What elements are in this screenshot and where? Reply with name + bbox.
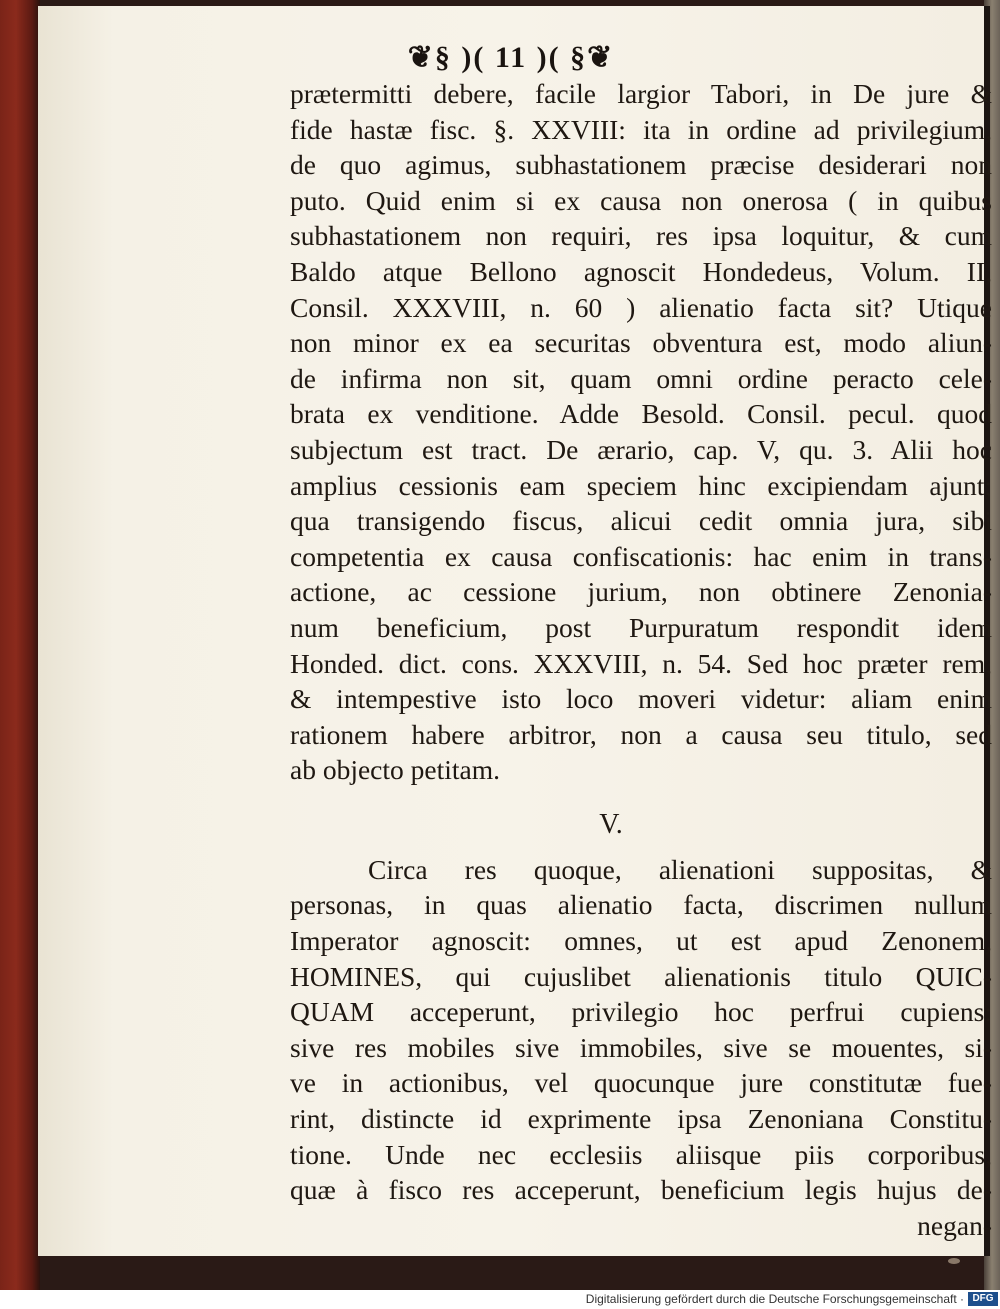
text-line: Honded. dict. cons. XXXVIII, n. 54. Sed hoc præter rem, [290,647,992,679]
text-line: negan- [917,1209,992,1241]
text-line: quæ à fisco res acceperunt, beneficium legis hujus de- [290,1174,992,1206]
page-text [290,76,992,1243]
text-line: de infirma non sit, quam omni ordine peracto cele- [290,362,992,394]
text-line: personas, in quas alienatio facta, discrimen nullum [290,889,992,921]
text-line: num beneficium, post Purpuratum respondit idem [290,611,992,643]
text-line: de quo agimus, subhastationem præcise desiderari non [290,149,992,181]
text-line: qua transigendo fiscus, alicui cedit omnia jura, sibi [290,505,992,537]
text-line: subjectum est tract. De ærario, cap. V, qu. 3. Alii hoc [290,433,992,465]
text-line: ab objecto petitam. [290,754,500,786]
footer-text: Digitalisierung gefördert durch die Deutsche Forschungsgemeinschaft · [585,1292,964,1306]
text-line: Imperator agnoscit: omnes, ut est apud Zenonem, [290,925,992,957]
text-line: rationem habere arbitror, non a causa seu titulo, sed [290,718,992,750]
book-page [38,6,990,1256]
text-line: non minor ex ea securitas obventura est, modo aliun- [290,327,992,359]
text-line: actione, ac cessione jurium, non obtinere Zenonia- [290,576,992,608]
text-line: tione. Unde nec ecclesiis aliisque piis corporibus, [290,1138,992,1170]
text-line: & intempestive isto loco moveri videtur: aliam enim [290,683,992,715]
text-line: prætermitti debere, facile largior Tabori, in De jure & [290,78,992,109]
text-line: HOMINES, qui cujuslibet alienationis titulo QUIC- [290,960,992,992]
text-line: fide hastæ fisc. §. XXVIII: ita in ordine ad privilegium, [290,113,992,145]
text-line: QUAM acceperunt, privilegio hoc perfrui cupiens: [290,996,992,1028]
paper-stain [948,1258,960,1264]
text-line: brata ex venditione. Adde Besold. Consil. pecul. quod [290,398,992,430]
text-line: sive res mobiles sive immobiles, sive se mouentes, si- [290,1031,992,1063]
text-line: Circa res quoque, alienationi suppositas, & [368,853,992,885]
book-spine [0,0,40,1290]
text-line: puto. Quid enim si ex causa non onerosa ( in quibus [290,184,992,216]
text-line: subhastationem non requiri, res ipsa loquitur, & cum [290,220,992,252]
page-header: ❦§ )( 11 )( §❦ [407,41,615,74]
footer [0,1290,1000,1309]
text-line: competentia ex causa confiscationis: hac enim in trans- [290,540,992,572]
dfg-logo: DFG [968,1292,998,1306]
text-line: rint, distincte id exprimente ipsa Zenoniana Constitu- [290,1103,992,1135]
section-heading: V. [599,808,623,840]
paragraph-block-1 [290,76,992,788]
text-line: amplius cessionis eam speciem hinc excipiendam ajunt; [290,469,992,501]
text-line: ve in actionibus, vel quocunque jure constitutæ fue- [290,1067,992,1099]
paragraph-block-2 [290,852,992,1244]
text-line: Consil. XXXVIII, n. 60 ) alienatio facta sit? Utique [290,291,992,323]
text-line: Baldo atque Bellono agnoscit Hondedeus, Volum. II, [290,255,992,287]
